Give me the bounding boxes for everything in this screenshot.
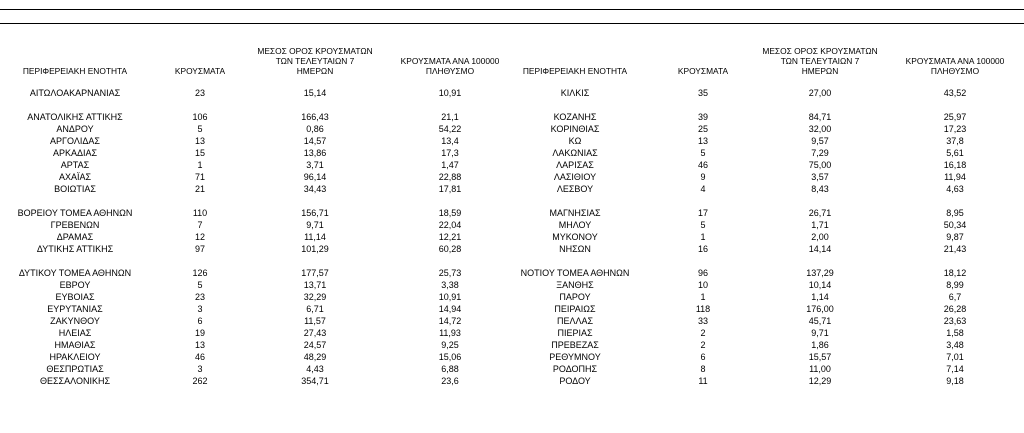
table-row — [0, 376, 520, 387]
cases-cell: 2 — [700, 328, 706, 338]
cases-cell: 1 — [700, 292, 706, 302]
per100k-cell: 17,81 — [438, 184, 462, 194]
region-cell: ΒΟΙΩΤΙΑΣ — [54, 184, 96, 194]
per100k-cell: 1,58 — [946, 328, 964, 338]
per100k-cell: 16,18 — [943, 160, 967, 170]
table-row — [0, 352, 520, 363]
avg7-cell: 45,71 — [808, 316, 832, 326]
avg7-cell: 14,14 — [808, 244, 832, 254]
per100k-cell: 3,48 — [946, 340, 964, 350]
cases-cell: 97 — [194, 244, 205, 254]
region-cell: ΠΡΕΒΕΖΑΣ — [551, 340, 599, 350]
avg7-cell: 354,71 — [301, 376, 329, 386]
region-cell: ΠΕΛΛΑΣ — [556, 316, 594, 326]
avg7-cell: 6,71 — [306, 304, 324, 314]
avg7-cell: 96,14 — [303, 172, 327, 182]
region-cell: ΛΑΡΙΣΑΣ — [556, 160, 594, 170]
table-row — [505, 148, 1024, 159]
region-cell: ΠΙΕΡΙΑΣ — [557, 328, 593, 338]
per100k-cell: 10,91 — [438, 292, 462, 302]
table-row — [0, 124, 520, 135]
table-row — [0, 244, 520, 255]
per100k-cell: 37,8 — [946, 136, 964, 146]
cases-cell: 46 — [194, 352, 205, 362]
table-row — [0, 136, 520, 147]
per100k-cell: 22,04 — [438, 220, 462, 230]
avg7-cell: 2,00 — [811, 232, 829, 242]
cases-cell: 1 — [197, 160, 203, 170]
cases-cell: 1 — [700, 232, 706, 242]
cases-cell: 5 — [700, 148, 706, 158]
region-cell: ΜΑΓΝΗΣΙΑΣ — [549, 208, 601, 218]
cases-cell: 110 — [192, 208, 208, 218]
cases-cell: 25 — [697, 124, 708, 134]
header-cases: ΚΡΟΥΣΜΑΤΑ — [174, 66, 226, 76]
avg7-cell: 32,29 — [303, 292, 327, 302]
per100k-cell: 25,73 — [438, 268, 462, 278]
cases-cell: 106 — [192, 112, 208, 122]
avg7-cell: 7,29 — [811, 148, 829, 158]
avg7-cell: 48,29 — [303, 352, 327, 362]
cases-cell: 19 — [194, 328, 205, 338]
cases-cell: 5 — [197, 280, 203, 290]
region-cell: ΜΗΛΟΥ — [558, 220, 592, 230]
per100k-cell: 4,63 — [946, 184, 964, 194]
avg7-cell: 14,57 — [303, 136, 327, 146]
table-row — [0, 112, 520, 123]
region-cell: ΡΕΘΥΜΝΟΥ — [549, 352, 601, 362]
per100k-cell: 14,72 — [438, 316, 462, 326]
table-row — [505, 136, 1024, 147]
per100k-cell: 50,34 — [943, 220, 967, 230]
per100k-cell: 22,88 — [438, 172, 462, 182]
table-row — [0, 268, 520, 279]
table-row — [0, 232, 520, 243]
region-cell: ΒΟΡΕΙΟΥ ΤΟΜΕΑ ΑΘΗΝΩΝ — [17, 208, 133, 218]
region-cell: ΡΟΔΟΥ — [559, 376, 591, 386]
avg7-cell: 27,43 — [303, 328, 327, 338]
avg7-cell: 177,57 — [301, 268, 329, 278]
table-row — [0, 148, 520, 159]
avg7-cell: 13,71 — [303, 280, 327, 290]
cases-cell: 96 — [697, 268, 708, 278]
table-row — [0, 88, 520, 99]
table-row — [0, 208, 520, 219]
avg7-cell: 1,14 — [811, 292, 829, 302]
region-cell: ΗΛΕΙΑΣ — [58, 328, 92, 338]
avg7-cell: 15,14 — [303, 88, 327, 98]
avg7-cell: 1,86 — [811, 340, 829, 350]
per100k-cell: 26,28 — [943, 304, 967, 314]
per100k-cell: 21,43 — [943, 244, 967, 254]
per100k-cell: 14,94 — [438, 304, 462, 314]
cases-cell: 15 — [194, 148, 205, 158]
cases-cell: 23 — [194, 292, 205, 302]
avg7-cell: 13,86 — [303, 148, 327, 158]
cases-cell: 262 — [192, 376, 208, 386]
per100k-cell: 60,28 — [438, 244, 462, 254]
avg7-cell: 101,29 — [301, 244, 329, 254]
table-row — [505, 268, 1024, 279]
table-row — [505, 112, 1024, 123]
region-cell: ΚΟΡΙΝΘΙΑΣ — [550, 124, 600, 134]
per100k-cell: 3,38 — [441, 280, 459, 290]
region-cell: ΛΑΚΩΝΙΑΣ — [552, 148, 598, 158]
avg7-cell: 10,14 — [808, 280, 832, 290]
per100k-cell: 6,88 — [441, 364, 459, 374]
cases-cell: 118 — [695, 304, 711, 314]
region-cell: ΕΥΡΥΤΑΝΙΑΣ — [47, 304, 103, 314]
cases-cell: 35 — [697, 88, 708, 98]
region-cell: ΘΕΣΠΡΩΤΙΑΣ — [46, 364, 104, 374]
cases-cell: 71 — [194, 172, 205, 182]
region-cell: ΑΝΔΡΟΥ — [56, 124, 94, 134]
cases-cell: 4 — [700, 184, 706, 194]
avg7-cell: 3,57 — [811, 172, 829, 182]
table-row — [505, 280, 1024, 291]
per100k-cell: 23,6 — [441, 376, 459, 386]
table-row — [505, 160, 1024, 171]
avg7-cell: 12,29 — [808, 376, 832, 386]
cases-cell: 13 — [194, 136, 205, 146]
per100k-cell: 17,3 — [441, 148, 459, 158]
table-row — [505, 352, 1024, 363]
per100k-cell: 18,59 — [438, 208, 462, 218]
table-row — [0, 316, 520, 327]
avg7-cell: 27,00 — [808, 88, 832, 98]
cases-cell: 9 — [700, 172, 706, 182]
per100k-cell: 15,06 — [438, 352, 462, 362]
avg7-cell: 11,00 — [809, 364, 831, 374]
top-rule — [0, 9, 1024, 10]
header-region: ΠΕΡΙΦΕΡΕΙΑΚΗ ΕΝΟΤΗΤΑ — [22, 66, 128, 76]
table-row — [505, 340, 1024, 351]
avg7-cell: 84,71 — [808, 112, 832, 122]
avg7-cell: 1,71 — [811, 220, 829, 230]
per100k-cell: 7,01 — [946, 352, 964, 362]
per100k-cell: 1,47 — [441, 160, 459, 170]
table-row — [0, 184, 520, 195]
header-per100k: ΚΡΟΥΣΜΑΤΑ ΑΝΑ 100000 ΠΛΗΘΥΣΜΟ — [400, 56, 500, 76]
avg7-cell: 0,86 — [306, 124, 324, 134]
avg7-cell: 11,14 — [304, 232, 326, 242]
per100k-cell: 25,97 — [943, 112, 967, 122]
table-row — [0, 364, 520, 375]
avg7-cell: 24,57 — [303, 340, 327, 350]
region-cell: ΔΥΤΙΚΟΥ ΤΟΜΕΑ ΑΘΗΝΩΝ — [18, 268, 132, 278]
region-cell: ΝΟΤΙΟΥ ΤΟΜΕΑ ΑΘΗΝΩΝ — [520, 268, 630, 278]
cases-cell: 13 — [194, 340, 205, 350]
table-row — [505, 304, 1024, 315]
header-top-rule — [0, 23, 1024, 24]
avg7-cell: 137,29 — [806, 268, 834, 278]
region-cell: ΛΕΣΒΟΥ — [556, 184, 594, 194]
region-cell: ΑΡΤΑΣ — [60, 160, 90, 170]
table-row — [505, 208, 1024, 219]
avg7-cell: 176,00 — [806, 304, 834, 314]
table-row — [0, 160, 520, 171]
per100k-cell: 8,99 — [946, 280, 964, 290]
table-row — [0, 340, 520, 351]
region-cell: ΓΡΕΒΕΝΩΝ — [50, 220, 100, 230]
region-cell: ΖΑΚΥΝΘΟΥ — [50, 316, 100, 326]
region-cell: ΕΒΡΟΥ — [59, 280, 91, 290]
per100k-cell: 9,25 — [441, 340, 459, 350]
cases-cell: 5 — [700, 220, 706, 230]
per100k-cell: 43,52 — [943, 88, 967, 98]
region-cell: ΑΧΑΪΑΣ — [58, 172, 92, 182]
per100k-cell: 11,93 — [439, 328, 461, 338]
cases-cell: 16 — [697, 244, 708, 254]
per100k-cell: 23,63 — [943, 316, 967, 326]
cases-cell: 46 — [697, 160, 708, 170]
table-row — [505, 184, 1024, 195]
cases-cell: 3 — [197, 364, 203, 374]
avg7-cell: 11,57 — [304, 316, 326, 326]
region-cell: ΔΥΤΙΚΗΣ ΑΤΤΙΚΗΣ — [36, 244, 114, 254]
table-row — [505, 364, 1024, 375]
per100k-cell: 11,94 — [944, 172, 966, 182]
table-row — [0, 220, 520, 231]
avg7-cell: 9,71 — [306, 220, 324, 230]
cases-cell: 11 — [698, 376, 708, 386]
avg7-cell: 15,57 — [808, 352, 832, 362]
region-cell: ΚΩ — [568, 136, 582, 146]
per100k-cell: 5,61 — [946, 148, 964, 158]
cases-cell: 8 — [700, 364, 706, 374]
region-cell: ΚΟΖΑΝΗΣ — [553, 112, 597, 122]
table-row — [0, 328, 520, 339]
cases-cell: 3 — [197, 304, 203, 314]
region-cell: ΡΟΔΟΠΗΣ — [552, 364, 598, 374]
table-row — [0, 280, 520, 291]
region-cell: ΚΙΛΚΙΣ — [560, 88, 590, 98]
cases-cell: 126 — [192, 268, 208, 278]
header-region: ΠΕΡΙΦΕΡΕΙΑΚΗ ΕΝΟΤΗΤΑ — [522, 66, 628, 76]
table-row — [505, 220, 1024, 231]
region-cell: ΛΑΣΙΘΙΟΥ — [553, 172, 597, 182]
header-per100k: ΚΡΟΥΣΜΑΤΑ ΑΝΑ 100000 ΠΛΗΘΥΣΜΟ — [905, 56, 1005, 76]
per100k-cell: 54,22 — [438, 124, 462, 134]
avg7-cell: 26,71 — [808, 208, 832, 218]
per100k-cell: 17,23 — [943, 124, 967, 134]
table-row — [0, 304, 520, 315]
avg7-cell: 32,00 — [808, 124, 832, 134]
avg7-cell: 156,71 — [301, 208, 329, 218]
region-cell: ΝΗΣΩΝ — [559, 244, 591, 254]
cases-cell: 23 — [194, 88, 205, 98]
header-avg7: ΜΕΣΟΣ ΟΡΟΣ ΚΡΟΥΣΜΑΤΩΝ ΤΩΝ ΤΕΛΕΥΤΑΙΩΝ 7 ΗΜΕΡΩΝ — [762, 46, 878, 76]
region-cell: ΔΡΑΜΑΣ — [56, 232, 94, 242]
table-row — [505, 172, 1024, 183]
avg7-cell: 3,71 — [306, 160, 324, 170]
table-row — [505, 244, 1024, 255]
region-cell: ΠΕΙΡΑΙΩΣ — [554, 304, 596, 314]
cases-cell: 17 — [697, 208, 708, 218]
region-cell: ΞΑΝΘΗΣ — [556, 280, 594, 290]
table-row — [505, 292, 1024, 303]
cases-cell: 39 — [697, 112, 708, 122]
region-cell: ΕΥΒΟΙΑΣ — [55, 292, 95, 302]
cases-cell: 13 — [697, 136, 708, 146]
per100k-cell: 9,18 — [946, 376, 964, 386]
table-row — [505, 88, 1024, 99]
cases-cell: 10 — [697, 280, 708, 290]
per100k-cell: 8,95 — [946, 208, 964, 218]
cases-cell: 33 — [697, 316, 708, 326]
cases-cell: 6 — [700, 352, 706, 362]
avg7-cell: 8,43 — [811, 184, 829, 194]
per100k-cell: 6,7 — [948, 292, 962, 302]
region-cell: ΑΡΚΑΔΙΑΣ — [52, 148, 98, 158]
per100k-cell: 12,21 — [438, 232, 462, 242]
region-cell: ΗΜΑΘΙΑΣ — [54, 340, 96, 350]
region-cell: ΘΕΣΣΑΛΟΝΙΚΗΣ — [39, 376, 111, 386]
region-cell: ΑΝΑΤΟΛΙΚΗΣ ΑΤΤΙΚΗΣ — [27, 112, 123, 122]
table-row — [505, 232, 1024, 243]
per100k-cell: 18,12 — [943, 268, 967, 278]
cases-cell: 7 — [197, 220, 203, 230]
table-row — [0, 172, 520, 183]
header-cases: ΚΡΟΥΣΜΑΤΑ — [677, 66, 729, 76]
per100k-cell: 9,87 — [946, 232, 964, 242]
region-cell: ΠΑΡΟΥ — [559, 292, 591, 302]
avg7-cell: 9,57 — [811, 136, 829, 146]
region-cell: ΗΡΑΚΛΕΙΟΥ — [49, 352, 101, 362]
avg7-cell: 75,00 — [808, 160, 832, 170]
cases-cell: 6 — [197, 316, 203, 326]
avg7-cell: 166,43 — [301, 112, 329, 122]
cases-cell: 2 — [700, 340, 706, 350]
per100k-cell: 10,91 — [438, 88, 462, 98]
avg7-cell: 9,71 — [811, 328, 829, 338]
per100k-cell: 13,4 — [441, 136, 459, 146]
cases-cell: 12 — [194, 232, 205, 242]
per100k-cell: 7,14 — [946, 364, 964, 374]
cases-cell: 21 — [194, 184, 205, 194]
table-row — [505, 124, 1024, 135]
avg7-cell: 34,43 — [303, 184, 327, 194]
table-row — [0, 292, 520, 303]
cases-cell: 5 — [197, 124, 203, 134]
table-row — [505, 316, 1024, 327]
region-cell: ΑΙΤΩΛΟΑΚΑΡΝΑΝΙΑΣ — [29, 88, 121, 98]
avg7-cell: 4,43 — [306, 364, 324, 374]
per100k-cell: 21,1 — [441, 112, 459, 122]
table-row — [505, 376, 1024, 387]
header-avg7: ΜΕΣΟΣ ΟΡΟΣ ΚΡΟΥΣΜΑΤΩΝ ΤΩΝ ΤΕΛΕΥΤΑΙΩΝ 7 ΗΜΕΡΩΝ — [257, 46, 373, 76]
region-cell: ΜΥΚΟΝΟΥ — [552, 232, 598, 242]
table-row — [505, 328, 1024, 339]
region-cell: ΑΡΓΟΛΙΔΑΣ — [50, 136, 100, 146]
